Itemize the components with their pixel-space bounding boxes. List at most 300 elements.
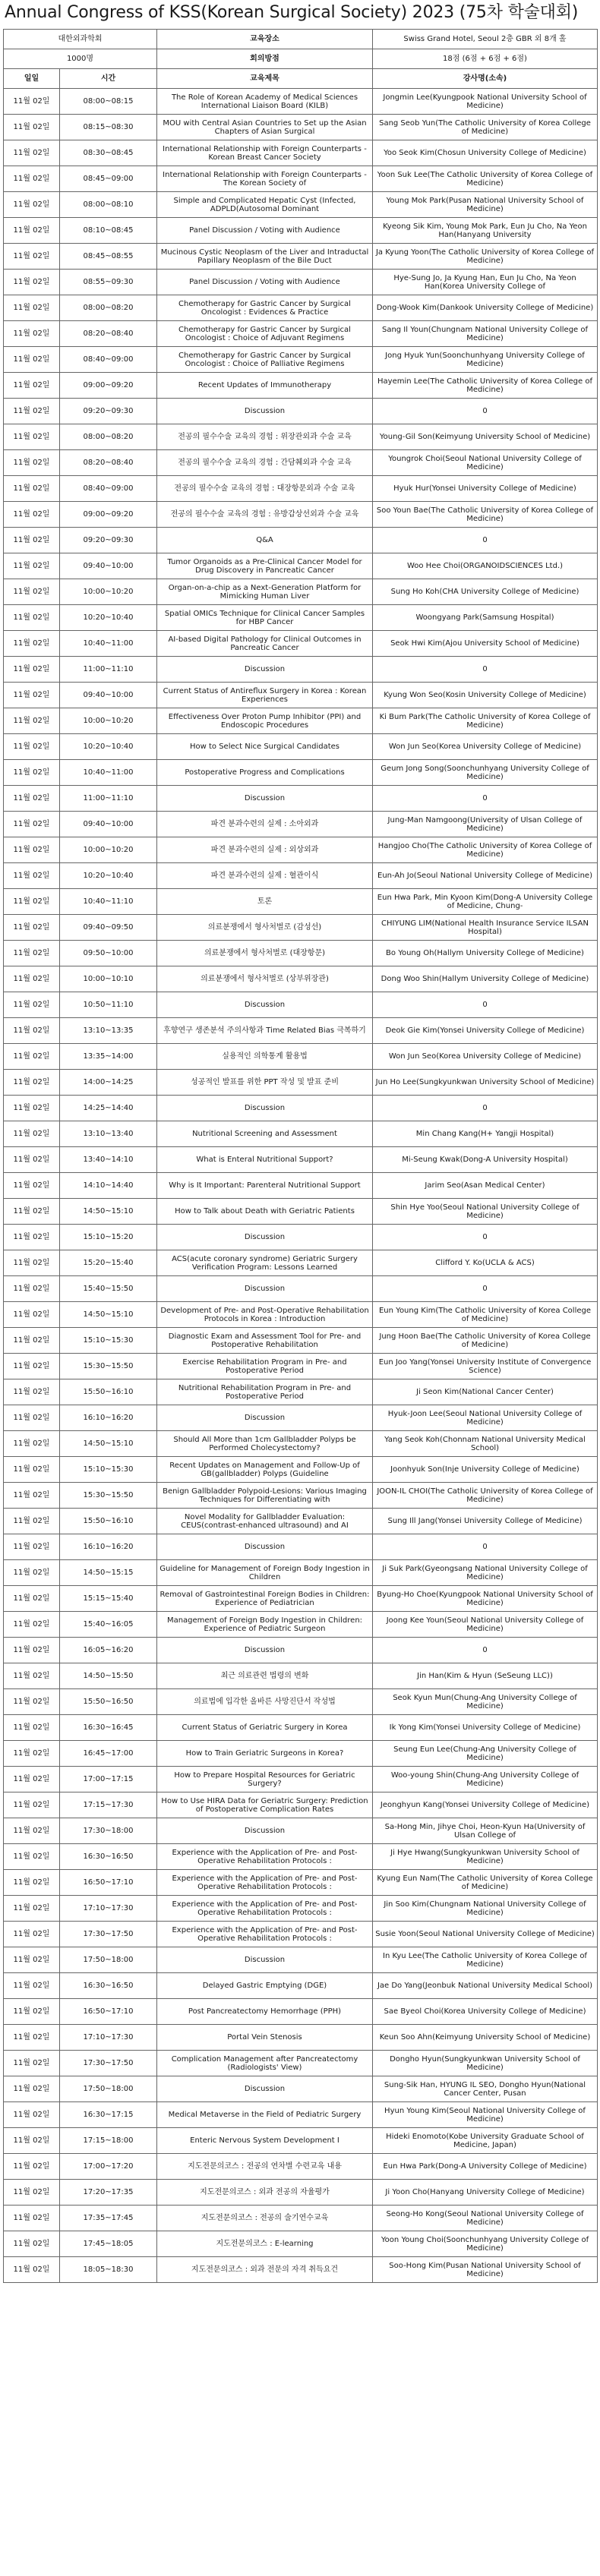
cell-date: 11월 02일 [4, 244, 60, 270]
cell-speaker: Eun Hwa Park(Dong-A University College of Medicine) [373, 2154, 598, 2180]
table-row [4, 1147, 598, 1173]
cell-time: 08:20~08:40 [60, 450, 157, 476]
cell-date: 11월 02일 [4, 2231, 60, 2257]
cell-speaker: 0 [373, 786, 598, 812]
cell-time: 14:50~15:10 [60, 1199, 157, 1225]
cell-title: 전공의 필수수술 교육의 경험 : 유방갑상선외과 수술 교육 [157, 502, 373, 528]
cell-speaker: Ji Seon Kim(National Cancer Center) [373, 1379, 598, 1405]
cell-time: 17:10~17:30 [60, 1896, 157, 1922]
table-row [4, 863, 598, 889]
cell-title: 의료분쟁에서 형사처벌로 (감성선) [157, 915, 373, 941]
cell-date: 11월 02일 [4, 2257, 60, 2283]
cell-speaker: Ji Yoon Cho(Hanyang University College of Medicine) [373, 2180, 598, 2206]
cell-speaker: Ik Yong Kim(Yonsei University College of Medicine) [373, 1715, 598, 1741]
table-row [4, 1044, 598, 1070]
cell-title: Enteric Nervous System Development I [157, 2128, 373, 2154]
cell-time: 14:00~14:25 [60, 1070, 157, 1096]
cell-date: 11월 02일 [4, 1792, 60, 1818]
cell-speaker: Sung-Sik Han, HYUNG IL SEO, Dongho Hyun(National Cancer Center, Pusan [373, 2076, 598, 2102]
cell-speaker: Clifford Y. Ko(UCLA & ACS) [373, 1250, 598, 1276]
cell-time: 15:50~16:50 [60, 1689, 157, 1715]
cell-time: 17:30~17:50 [60, 2051, 157, 2076]
table-row [4, 1973, 598, 1999]
cell-time: 15:40~15:50 [60, 1276, 157, 1302]
cell-date: 11월 02일 [4, 1044, 60, 1070]
table-header-row [4, 69, 598, 89]
table-row [4, 1354, 598, 1379]
cell-title: Guideline for Management of Foreign Body Ingestion in Children [157, 1560, 373, 1586]
table-row [4, 1715, 598, 1741]
cell-date: 11월 02일 [4, 1070, 60, 1096]
cell-date: 11월 02일 [4, 1534, 60, 1560]
cell-date: 11월 02일 [4, 941, 60, 966]
cell-title: What is Enteral Nutritional Support? [157, 1147, 373, 1173]
table-row [4, 2051, 598, 2076]
table-row [4, 1844, 598, 1870]
cell-speaker: Yang Seok Koh(Chonnam National University Medical School) [373, 1431, 598, 1457]
cell-date: 11월 02일 [4, 89, 60, 115]
cell-date: 11월 02일 [4, 1844, 60, 1870]
cell-speaker: Joong Kee Youn(Seoul National University College of Medicine) [373, 1612, 598, 1638]
cell-date: 11월 02일 [4, 502, 60, 528]
table-row [4, 1999, 598, 2025]
cell-time: 11:00~11:10 [60, 657, 157, 683]
table-row [4, 605, 598, 631]
cell-title: Panel Discussion / Voting with Audience [157, 270, 373, 295]
cell-title: 전공의 필수수술 교육의 경험 : 간담췌외과 수술 교육 [157, 450, 373, 476]
cell-title: Discussion [157, 1638, 373, 1663]
cell-date: 11월 02일 [4, 1741, 60, 1767]
cell-speaker: Jongmin Lee(Kyungpook National University School of Medicine) [373, 89, 598, 115]
cell-title: Discussion [157, 2076, 373, 2102]
cell-time: 10:40~11:10 [60, 889, 157, 915]
cell-date: 11월 02일 [4, 1586, 60, 1612]
cell-date: 11월 02일 [4, 140, 60, 166]
cell-date: 11월 02일 [4, 2128, 60, 2154]
table-row [4, 1741, 598, 1767]
table-row [4, 1947, 598, 1973]
cell-date: 11월 02일 [4, 1663, 60, 1689]
table-row [4, 2154, 598, 2180]
cell-speaker: 0 [373, 1534, 598, 1560]
cell-time: 15:10~15:20 [60, 1225, 157, 1250]
cell-title: 전공의 필수수술 교육의 경험 : 대장항문외과 수술 교육 [157, 476, 373, 502]
cell-title: Discussion [157, 1534, 373, 1560]
cell-date: 11월 02일 [4, 1818, 60, 1844]
cell-time: 16:50~17:10 [60, 1999, 157, 2025]
cell-speaker: Hideki Enomoto(Kobe University Graduate School of Medicine, Japan) [373, 2128, 598, 2154]
table-row [4, 2231, 598, 2257]
cell-date: 11월 02일 [4, 1018, 60, 1044]
cell-title: 실용적인 의학통계 활용법 [157, 1044, 373, 1070]
table-row [4, 2076, 598, 2102]
cell-date: 11월 02일 [4, 1379, 60, 1405]
table-row [4, 1379, 598, 1405]
cell-speaker: Hyuk Hur(Yonsei University College of Medicine) [373, 476, 598, 502]
cell-title: 최근 의료관련 법령의 변화 [157, 1663, 373, 1689]
table-row [4, 192, 598, 218]
cell-date: 11월 02일 [4, 2180, 60, 2206]
header-speaker: 강사명(소속) [373, 69, 598, 89]
cell-date: 11월 02일 [4, 1483, 60, 1509]
cell-speaker: Hye-Sung Jo, Ja Kyung Han, Eun Ju Cho, Na Yeon Han(Korea University College of [373, 270, 598, 295]
cell-speaker: Young-Gil Son(Keimyung University School of Medicine) [373, 424, 598, 450]
cell-speaker: Won Jun Seo(Korea University College of Medicine) [373, 734, 598, 760]
cell-time: 16:10~16:20 [60, 1405, 157, 1431]
cell-title: Spatial OMICs Technique for Clinical Cancer Samples for HBP Cancer [157, 605, 373, 631]
cell-title: How to Select Nice Surgical Candidates [157, 734, 373, 760]
cell-speaker: Deok Gie Kim(Yonsei University College of Medicine) [373, 1018, 598, 1044]
cell-speaker: Young Mok Park(Pusan National University School of Medicine) [373, 192, 598, 218]
cell-speaker: Shin Hye Yoo(Seoul National University College of Medicine) [373, 1199, 598, 1225]
cell-title: Postoperative Progress and Complications [157, 760, 373, 786]
table-row [4, 657, 598, 683]
cell-date: 11월 02일 [4, 2025, 60, 2051]
cell-time: 08:40~09:00 [60, 476, 157, 502]
cell-speaker: Kyung Eun Nam(The Catholic University of Korea College of Medicine) [373, 1870, 598, 1896]
cell-time: 09:40~10:00 [60, 553, 157, 579]
cell-date: 11월 02일 [4, 1199, 60, 1225]
cell-speaker: Hayemin Lee(The Catholic University of Korea College of Medicine) [373, 373, 598, 399]
cell-date: 11월 02일 [4, 966, 60, 992]
cell-title: Discussion [157, 786, 373, 812]
table-row [4, 2180, 598, 2206]
cell-title: Experience with the Application of Pre- and Post-Operative Rehabilitation Protocols : [157, 1896, 373, 1922]
cell-date: 11월 02일 [4, 115, 60, 140]
cell-title: Chemotherapy for Gastric Cancer by Surgical Oncologist : Choice of Adjuvant Regimens [157, 321, 373, 347]
cell-speaker: Mi-Seung Kwak(Dong-A University Hospital) [373, 1147, 598, 1173]
cell-speaker: 0 [373, 399, 598, 424]
table-row [4, 1070, 598, 1096]
cell-title: 지도전문의코스 : 전공의 연차별 수련교육 내용 [157, 2154, 373, 2180]
cell-time: 13:35~14:00 [60, 1044, 157, 1070]
cell-time: 08:30~08:45 [60, 140, 157, 166]
cell-title: Mucinous Cystic Neoplasm of the Liver and Intraductal Papillary Neoplasm of the Bile Duct [157, 244, 373, 270]
cell-title: Portal Vein Stenosis [157, 2025, 373, 2051]
table-row [4, 1199, 598, 1225]
cell-time: 08:45~09:00 [60, 166, 157, 192]
cell-title: Discussion [157, 992, 373, 1018]
cell-speaker: Yoon Suk Lee(The Catholic University of Korea College of Medicine) [373, 166, 598, 192]
table-row [4, 889, 598, 915]
cell-speaker: Hangjoo Cho(The Catholic University of Korea College of Medicine) [373, 837, 598, 863]
cell-time: 16:30~16:50 [60, 1844, 157, 1870]
cell-date: 11월 02일 [4, 295, 60, 321]
cell-title: Nutritional Screening and Assessment [157, 1121, 373, 1147]
cell-speaker: Geum Jong Song(Soonchunhyang University College of Medicine) [373, 760, 598, 786]
cell-time: 17:00~17:15 [60, 1767, 157, 1792]
cell-speaker: Sung Ill Jang(Yonsei University College of Medicine) [373, 1509, 598, 1534]
cell-time: 08:00~08:10 [60, 192, 157, 218]
cell-date: 11월 02일 [4, 192, 60, 218]
cell-speaker: Woongyang Park(Samsung Hospital) [373, 605, 598, 631]
info-row-2 [4, 49, 598, 69]
cell-date: 11월 02일 [4, 2051, 60, 2076]
table-row [4, 1431, 598, 1457]
cell-time: 17:30~18:00 [60, 1818, 157, 1844]
table-row [4, 218, 598, 244]
venue-value: Swiss Grand Hotel, Seoul 2층 GBR 외 8개 홀 [373, 30, 598, 49]
cell-title: 파견 분과수련의 실제 : 외상외과 [157, 837, 373, 863]
cell-date: 11월 02일 [4, 837, 60, 863]
cell-date: 11월 02일 [4, 399, 60, 424]
cell-title: Novel Modality for Gallbladder Evaluation: CEUS(contrast-enhanced ultrasound) and AI [157, 1509, 373, 1534]
cell-time: 15:10~15:30 [60, 1328, 157, 1354]
cell-time: 10:00~10:20 [60, 837, 157, 863]
table-row [4, 1896, 598, 1922]
schedule-rows [4, 89, 598, 2283]
cell-date: 11월 02일 [4, 2076, 60, 2102]
table-row [4, 1225, 598, 1250]
cell-speaker: Dong Woo Shin(Hallym University College of Medicine) [373, 966, 598, 992]
cell-date: 11월 02일 [4, 218, 60, 244]
cell-speaker: Eun Young Kim(The Catholic University of Korea College of Medicine) [373, 1302, 598, 1328]
cell-time: 14:25~14:40 [60, 1096, 157, 1121]
table-row [4, 1250, 598, 1276]
organizer-value: 대한외과학회 [4, 30, 157, 49]
cell-date: 11월 02일 [4, 889, 60, 915]
table-row [4, 683, 598, 708]
table-row [4, 399, 598, 424]
cell-speaker: Woo-young Shin(Chung-Ang University College of Medicine) [373, 1767, 598, 1792]
cell-time: 09:50~10:00 [60, 941, 157, 966]
cell-date: 11월 02일 [4, 1715, 60, 1741]
table-row [4, 2128, 598, 2154]
cell-date: 11월 02일 [4, 631, 60, 657]
table-row [4, 1663, 598, 1689]
cell-time: 10:40~11:00 [60, 631, 157, 657]
cell-date: 11월 02일 [4, 863, 60, 889]
table-row [4, 1586, 598, 1612]
cell-time: 17:50~18:00 [60, 1947, 157, 1973]
table-row [4, 1792, 598, 1818]
cell-speaker: Jung Hoon Bae(The Catholic University of Korea College of Medicine) [373, 1328, 598, 1354]
cell-speaker: Sang Il Youn(Chungnam National University College of Medicine) [373, 321, 598, 347]
cell-title: Why is It Important: Parenteral Nutritional Support [157, 1173, 373, 1199]
cell-title: Discussion [157, 399, 373, 424]
table-row [4, 915, 598, 941]
cell-time: 16:45~17:00 [60, 1741, 157, 1767]
cell-speaker: CHIYUNG LIM(National Health Insurance Service ILSAN Hospital) [373, 915, 598, 941]
table-row [4, 631, 598, 657]
cell-time: 16:30~16:45 [60, 1715, 157, 1741]
cell-time: 14:50~15:50 [60, 1663, 157, 1689]
cell-title: Chemotherapy for Gastric Cancer by Surgical Oncologist : Choice of Palliative Regimens [157, 347, 373, 373]
cell-date: 11월 02일 [4, 1328, 60, 1354]
cell-date: 11월 02일 [4, 812, 60, 837]
table-row [4, 347, 598, 373]
cell-time: 08:20~08:40 [60, 321, 157, 347]
cell-date: 11월 02일 [4, 424, 60, 450]
cell-time: 08:00~08:15 [60, 89, 157, 115]
cell-time: 16:30~16:50 [60, 1973, 157, 1999]
cell-title: 지도전문의코스 : 외과 전문의 자격 취득요건 [157, 2257, 373, 2283]
table-row [4, 1767, 598, 1792]
cell-speaker: Ji Hye Hwang(Sungkyunkwan University School of Medicine) [373, 1844, 598, 1870]
cell-title: How to Use HIRA Data for Geriatric Surgery: Prediction of Postoperative Complication Rates [157, 1792, 373, 1818]
cell-title: Discussion [157, 1818, 373, 1844]
cell-date: 11월 02일 [4, 1173, 60, 1199]
table-row [4, 1018, 598, 1044]
cell-time: 17:45~18:05 [60, 2231, 157, 2257]
cell-title: Current Status of Antireflux Surgery in Korea : Korean Experiences [157, 683, 373, 708]
cell-speaker: 0 [373, 1096, 598, 1121]
cell-time: 15:50~16:10 [60, 1379, 157, 1405]
cell-date: 11월 02일 [4, 270, 60, 295]
cell-time: 10:00~10:10 [60, 966, 157, 992]
cell-date: 11월 02일 [4, 1767, 60, 1792]
cell-speaker: Seok Hwi Kim(Ajou University School of Medicine) [373, 631, 598, 657]
table-row [4, 1302, 598, 1328]
cell-speaker: Hyuk-Joon Lee(Seoul National University College of Medicine) [373, 1405, 598, 1431]
cell-date: 11월 02일 [4, 1121, 60, 1147]
cell-title: Development of Pre- and Post-Operative Rehabilitation Protocols in Korea : Introduction [157, 1302, 373, 1328]
cell-speaker: Kyeong Sik Kim, Young Mok Park, Eun Ju Cho, Na Yeon Han(Hanyang University [373, 218, 598, 244]
cell-time: 15:10~15:30 [60, 1457, 157, 1483]
cell-speaker: Ki Bum Park(The Catholic University of Korea College of Medicine) [373, 708, 598, 734]
cell-speaker: Ji Suk Park(Gyeongsang National University College of Medicine) [373, 1560, 598, 1586]
cell-speaker: Susie Yoon(Seoul National University College of Medicine) [373, 1922, 598, 1947]
cell-time: 14:50~15:15 [60, 1560, 157, 1586]
cell-title: Removal of Gastrointestinal Foreign Bodies in Children: Experience of Pediatrician [157, 1586, 373, 1612]
cell-time: 14:10~14:40 [60, 1173, 157, 1199]
table-row [4, 1328, 598, 1354]
cell-date: 11월 02일 [4, 657, 60, 683]
cell-date: 11월 02일 [4, 2102, 60, 2128]
cell-date: 11월 02일 [4, 915, 60, 941]
cell-date: 11월 02일 [4, 579, 60, 605]
table-row [4, 1922, 598, 1947]
cell-time: 15:30~15:50 [60, 1354, 157, 1379]
cell-time: 17:10~17:30 [60, 2025, 157, 2051]
cell-time: 17:20~17:35 [60, 2180, 157, 2206]
cell-date: 11월 02일 [4, 1999, 60, 2025]
cell-time: 14:50~15:10 [60, 1431, 157, 1457]
cell-title: Post Pancreatectomy Hemorrhage (PPH) [157, 1999, 373, 2025]
table-row [4, 1818, 598, 1844]
sessions-label: 회의방점 [157, 49, 373, 69]
cell-speaker: Jeonghyun Kang(Yonsei University College of Medicine) [373, 1792, 598, 1818]
cell-title: Current Status of Geriatric Surgery in Korea [157, 1715, 373, 1741]
table-row [4, 1612, 598, 1638]
table-row [4, 140, 598, 166]
cell-title: Diagnostic Exam and Assessment Tool for Pre- and Postoperative Rehabilitation [157, 1328, 373, 1354]
cell-title: 파견 분과수련의 실제 : 소아외과 [157, 812, 373, 837]
cell-time: 08:55~09:30 [60, 270, 157, 295]
cell-date: 11월 02일 [4, 1870, 60, 1896]
cell-speaker: Woo Hee Choi(ORGANOIDSCIENCES Ltd.) [373, 553, 598, 579]
cell-title: Experience with the Application of Pre- and Post-Operative Rehabilitation Protocols : [157, 1870, 373, 1896]
table-row [4, 760, 598, 786]
table-row [4, 502, 598, 528]
table-row [4, 1534, 598, 1560]
cell-date: 11월 02일 [4, 734, 60, 760]
cell-time: 08:00~08:20 [60, 424, 157, 450]
cell-date: 11월 02일 [4, 2206, 60, 2231]
cell-time: 08:45~08:55 [60, 244, 157, 270]
cell-date: 11월 02일 [4, 1922, 60, 1947]
cell-date: 11월 02일 [4, 1896, 60, 1922]
cell-date: 11월 02일 [4, 1457, 60, 1483]
cell-title: MOU with Central Asian Countries to Set up the Asian Chapters of Asian Surgical [157, 115, 373, 140]
sessions-value: 18점 (6점 + 6점 + 6점) [373, 49, 598, 69]
cell-date: 11월 02일 [4, 553, 60, 579]
table-row [4, 1173, 598, 1199]
cell-title: International Relationship with Foreign Counterparts - Korean Breast Cancer Society [157, 140, 373, 166]
cell-time: 10:20~10:40 [60, 734, 157, 760]
cell-time: 09:20~09:30 [60, 528, 157, 553]
cell-title: Tumor Organoids as a Pre-Clinical Cancer Model for Drug Discovery in Pancreatic Cancer [157, 553, 373, 579]
cell-title: 의료분쟁에서 형사처벌로 (상부위장관) [157, 966, 373, 992]
cell-title: 성공적인 발표를 위한 PPT 작성 및 발표 준비 [157, 1070, 373, 1096]
table-row [4, 786, 598, 812]
table-row [4, 115, 598, 140]
cell-speaker: Won Jun Seo(Korea University College of Medicine) [373, 1044, 598, 1070]
cell-time: 10:50~11:10 [60, 992, 157, 1018]
cell-time: 16:30~17:15 [60, 2102, 157, 2128]
table-row [4, 734, 598, 760]
table-row [4, 1405, 598, 1431]
cell-title: 전공의 필수수술 교육의 경험 : 위장관외과 수술 교육 [157, 424, 373, 450]
cell-speaker: 0 [373, 1225, 598, 1250]
cell-title: Recent Updates of Immunotherapy [157, 373, 373, 399]
cell-speaker: Youngrok Choi(Seoul National University College of Medicine) [373, 450, 598, 476]
cell-speaker: Yoo Seok Kim(Chosun University College of Medicine) [373, 140, 598, 166]
table-row [4, 1870, 598, 1896]
cell-title: 토론 [157, 889, 373, 915]
cell-speaker: Seung Eun Lee(Chung-Ang University College of Medicine) [373, 1741, 598, 1767]
header-time: 시간 [60, 69, 157, 89]
cell-title: 의료법에 입각한 올바른 사망진단서 작성법 [157, 1689, 373, 1715]
cell-speaker: Eun Joo Yang(Yonsei University Institute of Convergence Science) [373, 1354, 598, 1379]
cell-title: Experience with the Application of Pre- and Post-Operative Rehabilitation Protocols : [157, 1922, 373, 1947]
table-row [4, 1560, 598, 1586]
table-row [4, 270, 598, 295]
cell-date: 11월 02일 [4, 1405, 60, 1431]
cell-title: Q&A [157, 528, 373, 553]
cell-title: Simple and Complicated Hepatic Cyst (Infected, ADPLD(Autosomal Dominant [157, 192, 373, 218]
table-row [4, 992, 598, 1018]
table-row [4, 1509, 598, 1534]
cell-date: 11월 02일 [4, 1612, 60, 1638]
cell-speaker: Yoon Young Choi(Soonchunhyang University College of Medicine) [373, 2231, 598, 2257]
cell-date: 11월 02일 [4, 1276, 60, 1302]
cell-time: 18:05~18:30 [60, 2257, 157, 2283]
cell-date: 11월 02일 [4, 1509, 60, 1534]
cell-date: 11월 02일 [4, 1973, 60, 1999]
cell-speaker: Dong-Wook Kim(Dankook University College of Medicine) [373, 295, 598, 321]
cell-title: Chemotherapy for Gastric Cancer by Surgical Oncologist : Evidences & Practice [157, 295, 373, 321]
page-title: Annual Congress of KSS(Korean Surgical Society) 2023 (75차 학술대회) [5, 3, 579, 22]
cell-time: 16:10~16:20 [60, 1534, 157, 1560]
table-row [4, 166, 598, 192]
cell-speaker: Sang Seob Yun(The Catholic University of Korea College of Medicine) [373, 115, 598, 140]
venue-label: 교육장소 [157, 30, 373, 49]
cell-time: 10:20~10:40 [60, 605, 157, 631]
table-row [4, 295, 598, 321]
cell-speaker: Seok Kyun Mun(Chung-Ang University College of Medicine) [373, 1689, 598, 1715]
table-row [4, 837, 598, 863]
table-row [4, 2257, 598, 2283]
cell-time: 17:00~17:20 [60, 2154, 157, 2180]
cell-date: 11월 02일 [4, 1096, 60, 1121]
cell-title: International Relationship with Foreign Counterparts - The Korean Society of [157, 166, 373, 192]
cell-speaker: Sung Ho Koh(CHA University College of Medicine) [373, 579, 598, 605]
table-row [4, 579, 598, 605]
cell-time: 16:50~17:10 [60, 1870, 157, 1896]
table-row [4, 2206, 598, 2231]
cell-date: 11월 02일 [4, 1302, 60, 1328]
